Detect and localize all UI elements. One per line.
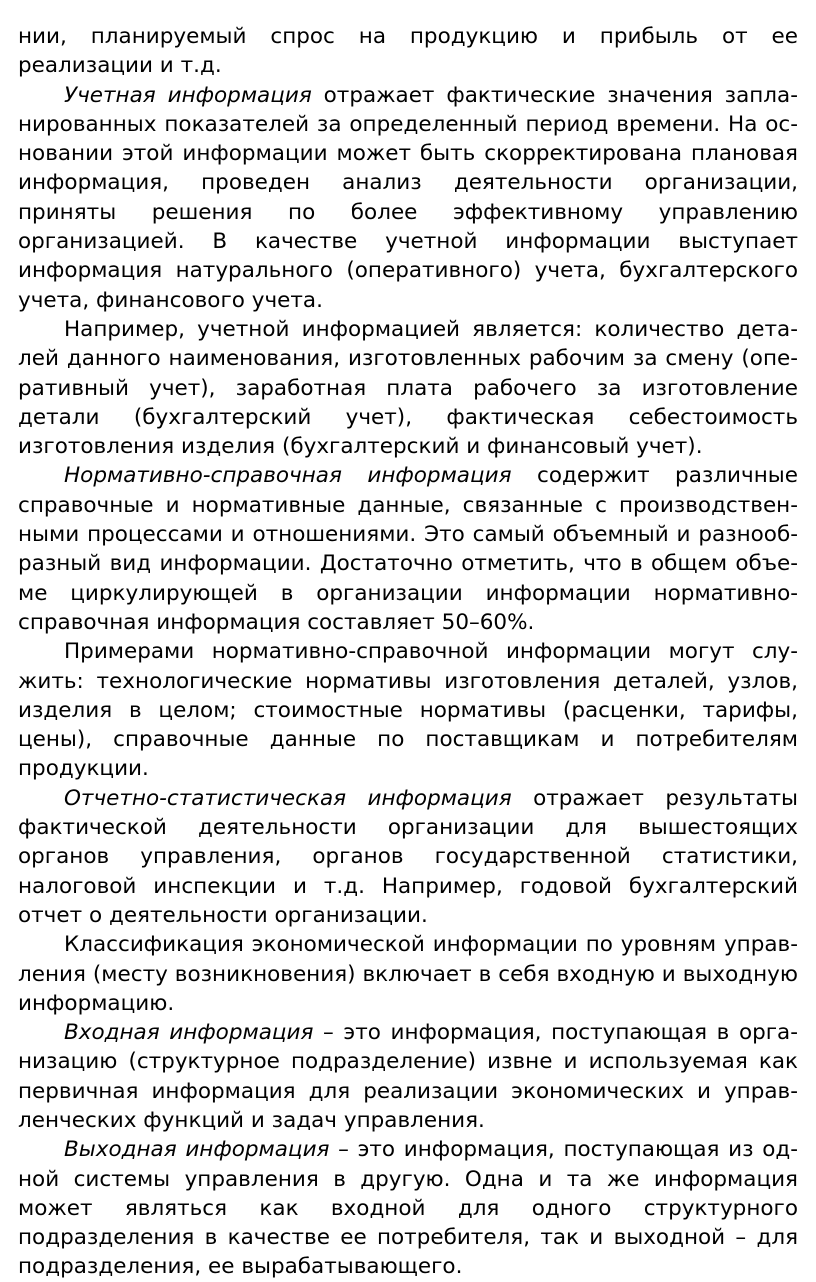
- paragraph-statistical-info: [18, 784, 798, 930]
- paragraph-text: нии, планируемый спрос на продукцию и прибыль от ее реализации и т.д.: [18, 24, 798, 79]
- paragraph-input-info: [18, 1018, 798, 1135]
- paragraph-reference-example: [18, 637, 798, 783]
- paragraph-text: отражает результаты фактической деятельности организации для вышестоящих органов управления, органов государственной статистики, налоговой инспекции и т.д. Например, годовой бухгалтерский отчет о деятельности организации.: [18, 785, 798, 928]
- paragraph-classification: [18, 930, 798, 1018]
- paragraph-text: Например, учетной информацией является: количество дета- лей данного наименования, изготовленных рабочим за смену (оперативный учет), заработная плата рабочего за изготовление детали (бухгалтерский учет), фактическая себестоимость изготовления изделия (бухгалтерский и финансовый учет).: [18, 316, 798, 460]
- paragraph-text: – это информация, поступающая из одной системы управления в другую. Одна и та же информация может являться как входной для одного структурного подразделения в качестве ее потребителя, так и выходной – для подразделения, ее вырабатывающего.: [18, 1137, 798, 1280]
- paragraph-text: содержит различные справочные и нормативные данные, связанные с производственными процессами и отношениями. Это самый объемный и разнообразный вид информации. Достаточно отметить, что в общем объе- ме циркулирующей в организации информации нормативно- справочная информация составляет 50–60%.: [18, 463, 798, 635]
- paragraph-term: Нормативно-справочная информация: [64, 463, 512, 489]
- paragraph-reference-info: [18, 461, 798, 637]
- paragraph-term: Отчетно-статистическая информация: [64, 785, 512, 811]
- paragraph-text: Примерами нормативно-справочной информации могут служить: технологические нормативы изготовления деталей, узлов, изделия в целом; стоимостные нормативы (расценки, тарифы, цены), справочные данные по поставщикам и потребителям продукции.: [18, 639, 798, 782]
- paragraph-accounting-example: [18, 315, 798, 461]
- paragraph-text: – это информация, поступающая в организацию (структурное подразделение) извне и используемая как первичная информация для реализации экономических и управленческих функций и задач управления.: [18, 1020, 798, 1133]
- paragraph-output-info: [18, 1135, 798, 1281]
- paragraph-continuation: [18, 22, 798, 81]
- paragraph-text: Классификация экономической информации по уровням управления (месту возникновения) включает в себя входную и выходную информацию.: [18, 932, 798, 1016]
- paragraph-term: Учетная информация: [64, 82, 312, 108]
- paragraph-accounting-info: [18, 81, 798, 315]
- paragraph-text: отражает фактические значения запланированных показателей за определенный период времени. На основании этой информации может быть скорректирована плановая информация, проведен анализ деятельности организации, приняты решения по более эффективному управлению организацией. В качестве учетной информации выступает информация натурального (оперативного) учета, бухгалтерского учета, финансового учета.: [18, 82, 798, 313]
- paragraph-term: Выходная информация: [64, 1137, 330, 1163]
- paragraph-term: Входная информация: [64, 1020, 314, 1046]
